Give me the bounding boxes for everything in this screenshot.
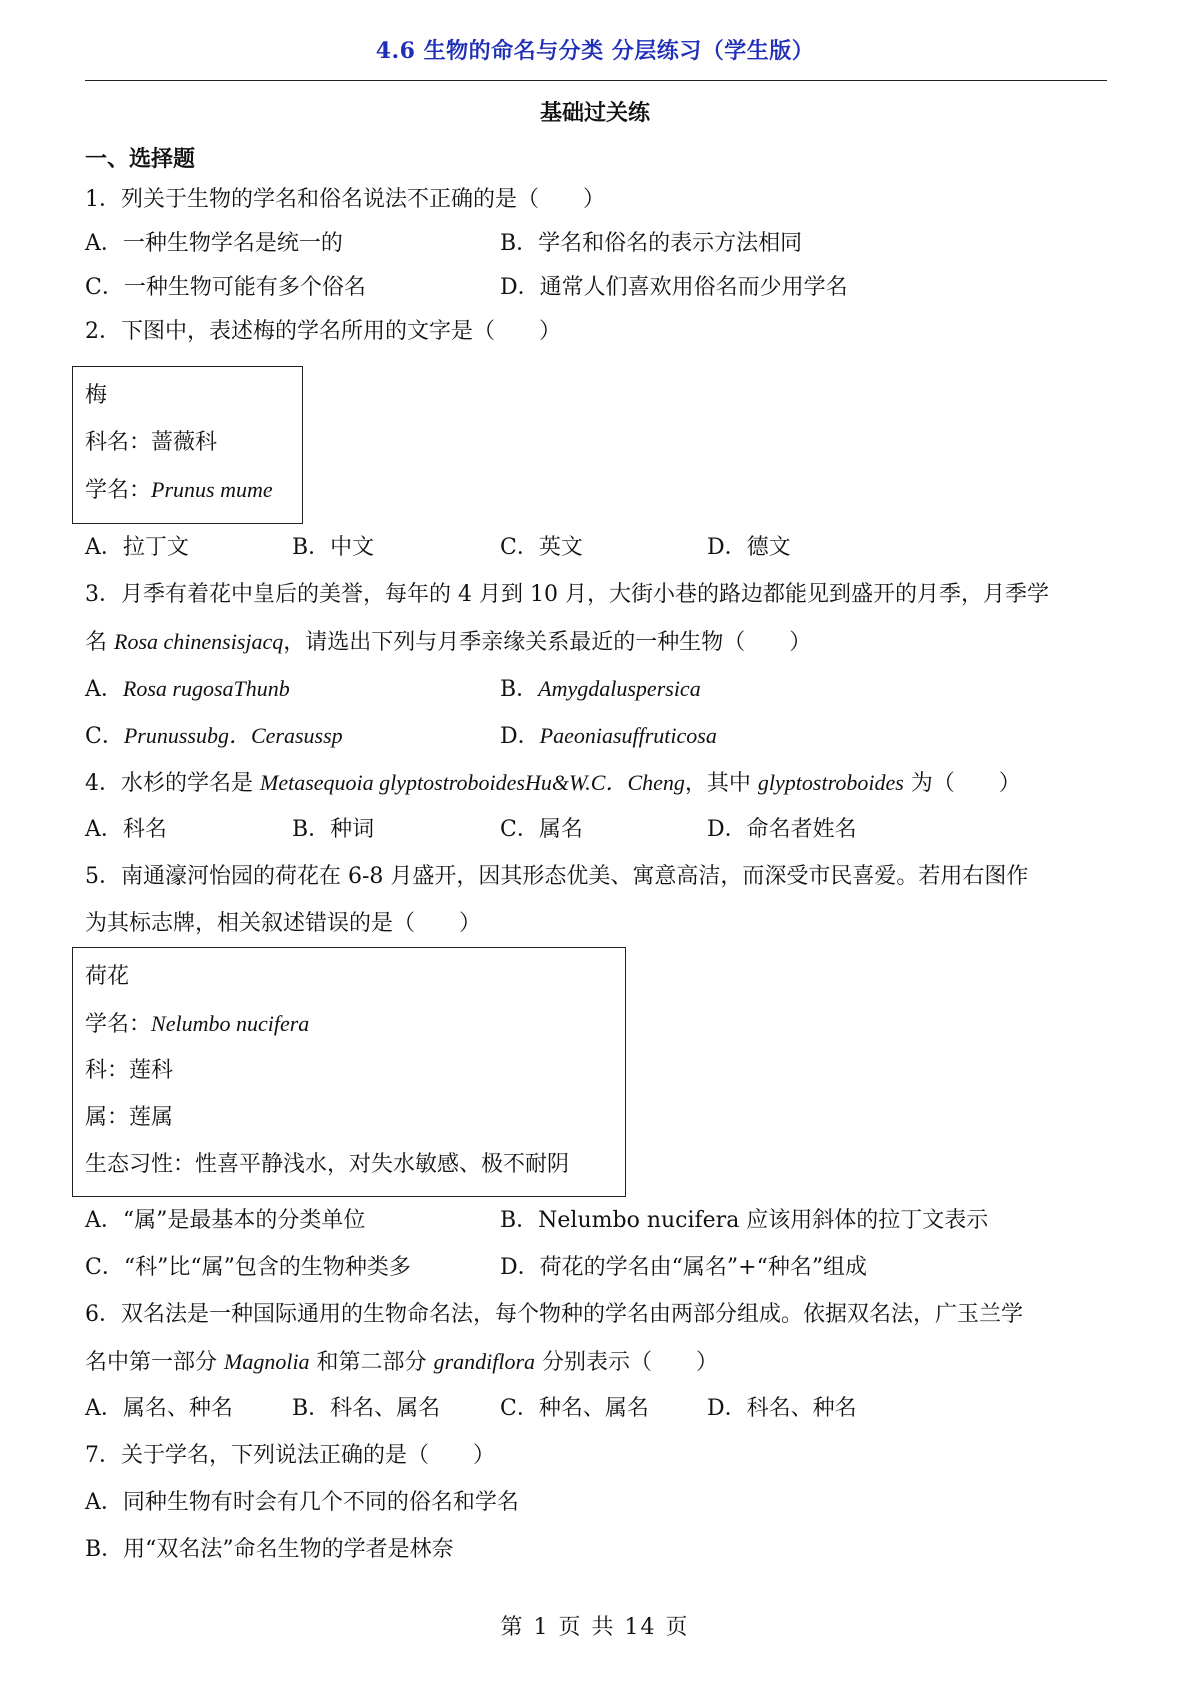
lotus-genus: 属：莲属 (85, 1105, 174, 1130)
question-7-stem: 7．关于学名，下列说法正确的是（ ） (85, 1443, 495, 1468)
question-4-option-a: A．科名 (85, 817, 167, 842)
question-5-option-b: B．Nelumbo nucifera 应该用斜体的拉丁文表示 (500, 1208, 989, 1233)
lotus-habit: 生态习性：性喜平静浅水，对失水敏感、极不耐阴 (85, 1152, 570, 1177)
question-7-option-a: A．同种生物有时会有几个不同的俗名和学名 (85, 1490, 519, 1515)
plum-label-card (72, 366, 303, 524)
lotus-name: 荷花 (85, 964, 130, 989)
question-6-option-a: A．属名、种名 (85, 1396, 233, 1421)
question-2-stem: 2．下图中，表述梅的学名所用的文字是（ ） (85, 319, 561, 344)
header-divider (85, 80, 1107, 81)
question-1-option-a: A．一种生物学名是统一的 (85, 231, 343, 256)
question-4-stem: 4．水杉的学名是 Metasequoia glyptostroboidesHu&W.C．Cheng，其中 glyptostroboides 为（ ） (85, 770, 1021, 796)
question-5-stem-line-1: 5．南通濠河怡园的荷花在 6-8 月盛开，因其形态优美、寓意高洁，而深受市民喜爱。若用右图作 (85, 864, 1029, 889)
question-1-option-c: C．一种生物可能有多个俗名 (85, 275, 366, 300)
question-5-stem-line-2: 为其标志牌，相关叙述错误的是（ ） (85, 911, 482, 936)
question-4-option-d: D．命名者姓名 (707, 817, 857, 842)
section-title: 基础过关练 (539, 100, 650, 126)
question-5-option-a: A．“属”是最基本的分类单位 (85, 1208, 366, 1233)
part-heading: 一、选择题 (85, 146, 196, 172)
question-3-stem-line-1: 3．月季有着花中皇后的美誉，每年的 4 月到 10 月，大街小巷的路边都能见到盛开的月季，月季学 (85, 582, 1049, 607)
question-6-stem-line-2: 名中第一部分 Magnolia 和第二部分 grandiflora 分别表示（ ） (85, 1349, 719, 1375)
lotus-family: 科：莲科 (85, 1058, 174, 1083)
question-6-option-c: C．种名、属名 (500, 1396, 649, 1421)
question-3-option-d: D．Paeoniasuffruticosa (500, 723, 717, 749)
question-3-option-a: A．Rosa rugosaThunb (85, 676, 290, 702)
question-1-option-b: B．学名和俗名的表示方法相同 (500, 231, 803, 256)
plum-name: 梅 (85, 383, 108, 408)
question-1-stem: 1．列关于生物的学名和俗名说法不正确的是（ ） (85, 187, 605, 212)
question-3-option-c: C．Prunussubg．Cerasussp (85, 723, 343, 749)
question-4-option-b: B．种词 (292, 817, 375, 842)
question-3-stem-line-2: 名 Rosa chinensisjacq，请选出下列与月季亲缘关系最近的一种生物（ ） (85, 629, 812, 655)
question-5-option-d: D．荷花的学名由“属名”+“种名”组成 (500, 1255, 868, 1280)
question-7-option-b: B．用“双名法”命名生物的学者是林奈 (85, 1537, 454, 1562)
question-4-option-c: C．属名 (500, 817, 583, 842)
lotus-sign-card (72, 947, 626, 1197)
question-2-option-c: C．英文 (500, 535, 583, 560)
question-2-option-b: B．中文 (292, 535, 375, 560)
question-3-option-b: B．Amygdaluspersica (500, 676, 701, 702)
question-1-option-d: D．通常人们喜欢用俗名而少用学名 (500, 275, 848, 300)
lotus-scientific-name: 学名：Nelumbo nucifera (85, 1011, 310, 1037)
page-number: 第 1 页 共 14 页 (500, 1615, 690, 1640)
question-2-option-a: A．拉丁文 (85, 535, 189, 560)
document-title: 4.6 生物的命名与分类 分层练习（学生版） (375, 38, 815, 64)
question-6-stem-line-1: 6．双名法是一种国际通用的生物命名法，每个物种的学名由两部分组成。依据双名法，广玉兰学 (85, 1302, 1024, 1327)
plum-family: 科名：蔷薇科 (85, 430, 218, 455)
plum-scientific-name: 学名：Prunus mume (85, 477, 273, 503)
question-5-option-c: C．“科”比“属”包含的生物种类多 (85, 1255, 411, 1280)
question-2-option-d: D．德文 (707, 535, 791, 560)
question-6-option-b: B．科名、属名 (292, 1396, 441, 1421)
question-6-option-d: D．科名、种名 (707, 1396, 857, 1421)
